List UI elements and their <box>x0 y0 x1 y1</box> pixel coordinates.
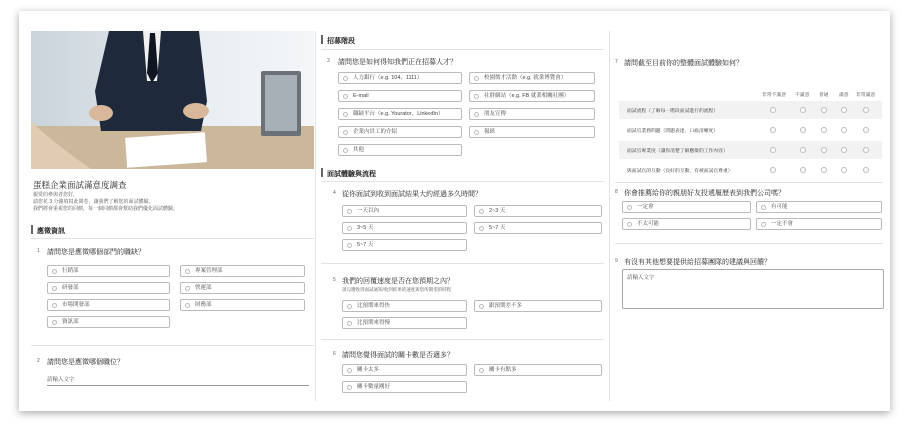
radio-circle-icon <box>627 205 632 210</box>
radio-circle-icon[interactable] <box>841 167 847 173</box>
q1-option-operations[interactable] <box>180 282 305 294</box>
radio-circle-icon <box>627 222 632 227</box>
radio-circle-icon <box>761 222 766 227</box>
q7-row <box>619 161 882 179</box>
section-divider <box>321 49 604 50</box>
radio-circle-icon <box>343 148 348 153</box>
q7-row <box>619 101 882 119</box>
q7-col-very-dissatisfied: 非常不滿意 <box>762 93 786 98</box>
q7-row <box>619 141 882 159</box>
q3-number: 3 <box>327 58 330 64</box>
q6-option-justright[interactable] <box>342 381 467 393</box>
q6-option-label: 關卡太多 <box>357 367 380 373</box>
q8-option-label: 一定會 <box>637 204 654 210</box>
survey-desc-1: 親愛的參與者您好， <box>33 192 79 198</box>
column-divider <box>609 31 610 401</box>
q8-option-label: 不太可能 <box>637 221 660 227</box>
q8-option-label: 一定不會 <box>771 221 794 227</box>
radio-circle-icon <box>52 286 57 291</box>
radio-circle-icon[interactable] <box>770 107 776 113</box>
radio-circle-icon <box>761 205 766 210</box>
radio-circle-icon[interactable] <box>770 167 776 173</box>
radio-circle-icon <box>347 243 352 248</box>
q1-option-label: 資訊部 <box>62 319 79 325</box>
q7-row-label: 與面試官的互動（良好的互動、有被面試官尊重） <box>627 169 733 174</box>
q3-option-employee[interactable] <box>338 126 462 138</box>
q5-option-label: 比預期來得慢 <box>357 320 391 326</box>
q1-option-label: 行銷部 <box>62 268 79 274</box>
q3-option-label: 人力銀行（e.g. 104、1111） <box>353 75 423 81</box>
q3-option-campus[interactable] <box>469 72 595 84</box>
radio-circle-icon <box>185 303 190 308</box>
q3-option-label: 報紙 <box>484 129 496 135</box>
q7-row-label: 面試官業務問題（問題表達、口齒清晰度） <box>627 129 719 134</box>
q5-option-label: 比預期來得快 <box>357 303 391 309</box>
q2-number: 2 <box>37 358 40 364</box>
section-divider <box>321 263 604 264</box>
q5-option-slower[interactable] <box>342 317 467 329</box>
q5-option-same[interactable] <box>474 300 602 312</box>
section-recruitment-title: 招募階段 <box>327 38 355 45</box>
q3-text: 請問您是如何得知我們正在招募人才？ <box>338 59 457 66</box>
radio-circle-icon <box>474 94 479 99</box>
q4-option-3-5days[interactable] <box>342 222 467 234</box>
q3-option-label: 企業內員工的介紹 <box>353 129 398 135</box>
q1-option-marketing[interactable] <box>47 265 170 277</box>
radio-circle-icon[interactable] <box>821 107 827 113</box>
q6-text: 請問您覺得面試的關卡數是否適多？ <box>342 352 454 359</box>
q7-col-very-satisfied: 非常滿意 <box>856 93 876 98</box>
radio-circle-icon <box>347 209 352 214</box>
q1-option-label: 營運部 <box>195 285 212 291</box>
q4-option-5-7days-b[interactable] <box>342 239 467 251</box>
q1-option-it[interactable] <box>47 316 170 328</box>
q8-number: 8 <box>615 189 618 195</box>
q2-text: 請問您是應徵哪個職位？ <box>47 359 124 366</box>
q4-option-label: 2~3 天 <box>489 208 506 214</box>
section-divider <box>31 345 314 346</box>
radio-circle-icon <box>479 368 484 373</box>
radio-circle-icon <box>343 94 348 99</box>
radio-circle-icon[interactable] <box>863 107 869 113</box>
radio-circle-icon[interactable] <box>821 127 827 133</box>
q8-option-maybe[interactable] <box>756 201 882 213</box>
radio-circle-icon <box>185 286 190 291</box>
radio-circle-icon <box>347 226 352 231</box>
q7-col-neutral: 普通 <box>819 93 829 98</box>
q4-text: 從你面試到收到面試結果大約經過多久時間？ <box>342 191 482 198</box>
q9-text: 有沒有其他想要提供給招募團隊的建議與回饋？ <box>624 259 771 266</box>
q4-option-label: 5~7 天 <box>357 242 374 248</box>
section-bar <box>321 168 323 177</box>
radio-circle-icon[interactable] <box>841 127 847 133</box>
q1-option-label: 財務部 <box>195 302 212 308</box>
radio-circle-icon <box>347 321 352 326</box>
radio-circle-icon[interactable] <box>863 167 869 173</box>
radio-circle-icon <box>474 130 479 135</box>
radio-circle-icon <box>479 304 484 309</box>
q7-row <box>619 121 882 139</box>
radio-circle-icon <box>347 368 352 373</box>
section-divider <box>321 339 604 340</box>
section-divider <box>31 238 314 239</box>
radio-circle-icon[interactable] <box>821 167 827 173</box>
survey-title: 蛋糕企業面試滿意度調查 <box>33 180 127 190</box>
q5-option-label: 跟預期差不多 <box>489 303 523 309</box>
q3-option-label: 其他 <box>353 147 365 153</box>
radio-circle-icon[interactable] <box>841 107 847 113</box>
radio-circle-icon <box>474 112 479 117</box>
q4-option-1day[interactable] <box>342 205 467 217</box>
radio-circle-icon[interactable] <box>841 147 847 153</box>
q3-option-newspaper[interactable] <box>469 126 595 138</box>
radio-circle-icon[interactable] <box>800 167 806 173</box>
q1-text: 請問您是應徵哪個部門的職缺？ <box>47 249 145 256</box>
section-interview-title: 面試體驗與流程 <box>327 171 376 178</box>
radio-circle-icon <box>479 209 484 214</box>
q1-option-project[interactable] <box>180 265 305 277</box>
radio-circle-icon[interactable] <box>800 107 806 113</box>
q5-subtext: 請勾選收到面試通知/收到結果的速度與您所期望的時程 <box>342 287 452 292</box>
radio-circle-icon <box>52 320 57 325</box>
q3-option-label: E-mail <box>353 93 369 99</box>
section-bar <box>31 225 33 234</box>
radio-circle-icon[interactable] <box>770 127 776 133</box>
q6-option-label: 關卡數量剛好 <box>357 384 391 390</box>
q5-option-faster[interactable] <box>342 300 467 312</box>
q4-option-label: 一天以內 <box>357 208 380 214</box>
radio-circle-icon[interactable] <box>821 147 827 153</box>
q9-textarea[interactable]: 請輸入文字 <box>622 269 884 309</box>
radio-circle-icon <box>343 76 348 81</box>
q3-option-other[interactable] <box>338 144 462 156</box>
q8-text: 你會推薦給你的親朋好友投遞履歷表到我們公司嗎？ <box>624 190 785 197</box>
q1-option-label: 研發部 <box>62 285 79 291</box>
q3-option-jobbank[interactable] <box>338 72 462 84</box>
q3-option-social[interactable] <box>469 90 595 102</box>
q1-option-label: 專案管理部 <box>195 268 223 274</box>
q1-option-label: 市場開發部 <box>62 302 90 308</box>
radio-circle-icon <box>347 385 352 390</box>
q7-text: 請問截至目前你的整體面試體驗如何？ <box>624 60 743 67</box>
q3-option-label: 朋友宣傳 <box>484 111 507 117</box>
q7-number: 7 <box>615 59 618 65</box>
survey-page <box>19 11 890 411</box>
q7-row-label: 面試流程（了解每一階段面試進行的流程） <box>627 109 719 114</box>
q9-number: 9 <box>615 258 618 264</box>
radio-circle-icon[interactable] <box>770 147 776 153</box>
q7-col-dissatisfied: 不滿意 <box>795 93 810 98</box>
q3-option-label: 職缺平台（e.g. Yourator、LinkedIn） <box>353 111 444 117</box>
q4-option-5-7days[interactable] <box>474 222 602 234</box>
q4-option-label: 5~7 天 <box>489 225 506 231</box>
q1-option-rd[interactable] <box>47 282 170 294</box>
q1-number: 1 <box>37 248 40 254</box>
q3-option-label: 校園徵才活動（e.g. 就業博覽會） <box>484 75 567 81</box>
radio-circle-icon <box>343 130 348 135</box>
radio-circle-icon <box>185 269 190 274</box>
q8-option-definitely[interactable] <box>622 201 751 213</box>
radio-circle-icon[interactable] <box>800 147 806 153</box>
q8-option-unlikely[interactable] <box>622 218 751 230</box>
q7-row-label: 面試官專業度（讓你清楚了解應徵的工作內容） <box>627 149 728 154</box>
q8-option-label: 有可能 <box>771 204 788 210</box>
q3-option-email[interactable] <box>338 90 462 102</box>
radio-circle-icon <box>52 269 57 274</box>
q4-option-2-3days[interactable] <box>474 205 602 217</box>
radio-circle-icon[interactable] <box>863 127 869 133</box>
q5-number: 5 <box>333 277 336 283</box>
section-applicant-title: 應徵資訊 <box>37 228 65 235</box>
section-divider <box>615 243 883 244</box>
q1-option-finance[interactable] <box>180 299 305 311</box>
q2-text-input[interactable]: 請輸入文字 <box>47 375 309 386</box>
q5-text: 我們的回覆速度是否在您預期之內？ <box>342 278 454 285</box>
q1-option-market[interactable] <box>47 299 170 311</box>
radio-circle-icon <box>347 304 352 309</box>
q3-option-friends[interactable] <box>469 108 595 120</box>
radio-circle-icon <box>343 112 348 117</box>
radio-circle-icon <box>474 76 479 81</box>
radio-circle-icon <box>52 303 57 308</box>
column-divider <box>315 31 316 401</box>
radio-circle-icon[interactable] <box>800 127 806 133</box>
section-bar <box>321 35 323 44</box>
survey-desc-2: 請您花 3 分鐘填寫此問卷，讓我們了解您的面試體驗。 <box>33 199 154 205</box>
q6-option-somewhat[interactable] <box>474 364 602 376</box>
section-divider <box>321 181 604 182</box>
survey-desc-3: 我們將會重視您的回饋，每一個回饋都會幫助我們優化面試體驗。 <box>33 206 179 212</box>
radio-circle-icon[interactable] <box>863 147 869 153</box>
q7-col-satisfied: 滿意 <box>839 93 849 98</box>
q3-option-label: 社群網站（e.g. FB 就業相關社團） <box>484 93 570 99</box>
interview-photo <box>31 31 314 169</box>
q6-option-label: 關卡有點多 <box>489 367 517 373</box>
q3-option-platform[interactable] <box>338 108 462 120</box>
section-divider <box>615 182 883 183</box>
radio-circle-icon <box>479 226 484 231</box>
q6-number: 6 <box>333 351 336 357</box>
q6-option-toomany[interactable] <box>342 364 467 376</box>
q4-number: 4 <box>333 190 336 196</box>
q8-option-never[interactable] <box>756 218 882 230</box>
q4-option-label: 3~5 天 <box>357 225 374 231</box>
